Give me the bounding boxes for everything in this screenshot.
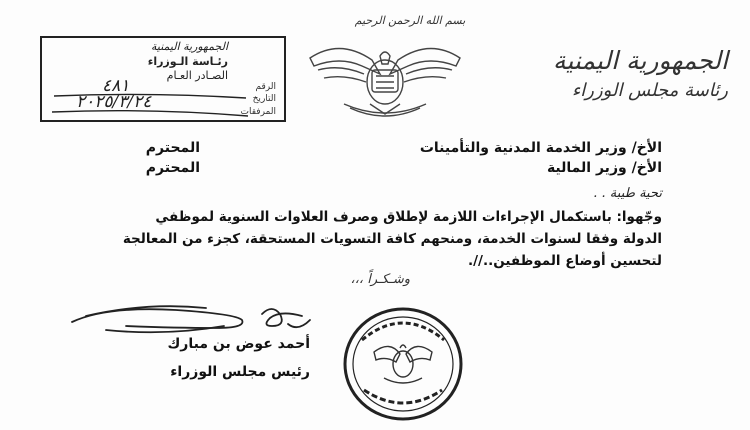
outgoing-register-stamp (40, 36, 286, 122)
body-line: الدولة وفقا لسنوات الخدمة، ومنحهم كافة التسويات المستحقة، كجزء من المعالجة (122, 231, 662, 247)
official-seal-stamp (340, 304, 466, 424)
stamp-line-office: رئـاسة الـوزراء (147, 55, 228, 68)
closing-thanks: وشـكـراً ،،، (350, 272, 410, 287)
stamp-date-value: ٢٠٢٥/٣/٢٤ (76, 92, 152, 112)
government-name: الجمهورية اليمنية (552, 46, 728, 75)
addressee-respect: المحترم (145, 140, 200, 156)
addressee-name: الأخ/ وزير الخدمة المدنية والتأمينات (419, 140, 662, 156)
addressee-respect: المحترم (145, 160, 200, 176)
stamp-line-register: الصـادر العـام (166, 69, 228, 82)
addressee-name: الأخ/ وزير المالية (546, 160, 662, 176)
eagle-emblem-icon (300, 30, 470, 120)
signatory-name: أحمد عوض بن مبارك (167, 336, 310, 352)
stamp-attachments-label: المرفقات (240, 107, 276, 117)
body-line: لتحسين أوضاع الموظفين..//. (467, 253, 662, 269)
office-name: رئاسة مجلس الوزراء (571, 80, 728, 101)
basmala: بسم الله الرحمن الرحيم (354, 14, 466, 27)
stamp-date-label: التاريخ (252, 94, 276, 104)
stamp-line-country: الجمهورية اليمنية (150, 40, 228, 53)
stamp-underline-strokes (50, 90, 250, 120)
signatory-title: رئيس مجلس الوزراء (170, 364, 310, 380)
stamp-number-value: ٤٨١ (102, 76, 130, 96)
body-line: وجّهوا: باستكمال الإجراءات اللازمة لإطلاق وصرف العلاوات السنوية لموظفي (155, 209, 662, 225)
stamp-number-label: الرقم (255, 82, 276, 92)
greeting: تحية طيبة . . (593, 186, 662, 201)
